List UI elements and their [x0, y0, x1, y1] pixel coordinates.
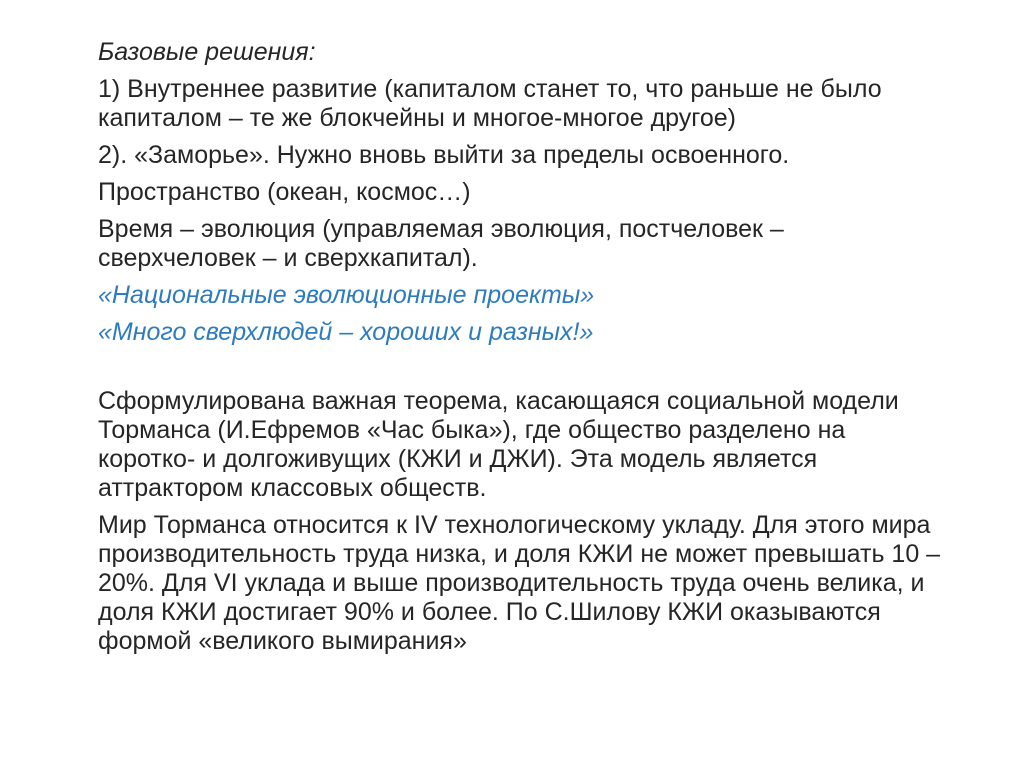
paragraph-tormans-world: Мир Торманса относится к IV технологическому укладу. Для этого мира производительность труда низка, и доля КЖИ не может превышать 10 – 20%. Для VI уклада и выше производительность труда очень велика, и доля КЖИ достигает 90% и более. По С.Шилову КЖИ оказываются формой «великого вымирания»	[98, 511, 941, 655]
item-space: Пространство (океан, космос…)	[98, 178, 471, 206]
item-internal-development: 1) Внутреннее развитие (капиталом станет то, что раньше не было капиталом – те же блокчейны и многое-многое другое)	[98, 75, 882, 132]
slide-heading: Базовые решения:	[98, 38, 316, 66]
paragraph-theorem: Сформулирована важная теорема, касающаяся социальной модели Торманса (И.Ефремов «Час быка»), где общество разделено на коротко- и долгоживущих (КЖИ и ДЖИ). Эта модель является аттрактором классовых обществ.	[98, 387, 899, 502]
item-overseas: 2). «Заморье». Нужно вновь выйти за пределы освоенного.	[98, 141, 790, 169]
spacer	[98, 355, 944, 387]
item-time-evolution: Время – эволюция (управляемая эволюция, постчеловек – сверхчеловек – и сверхкапитал).	[98, 215, 784, 272]
quote-national-projects: «Национальные эволюционные проекты»	[98, 281, 595, 309]
quote-superhumans: «Много сверхлюдей – хороших и разных!»	[98, 318, 594, 346]
